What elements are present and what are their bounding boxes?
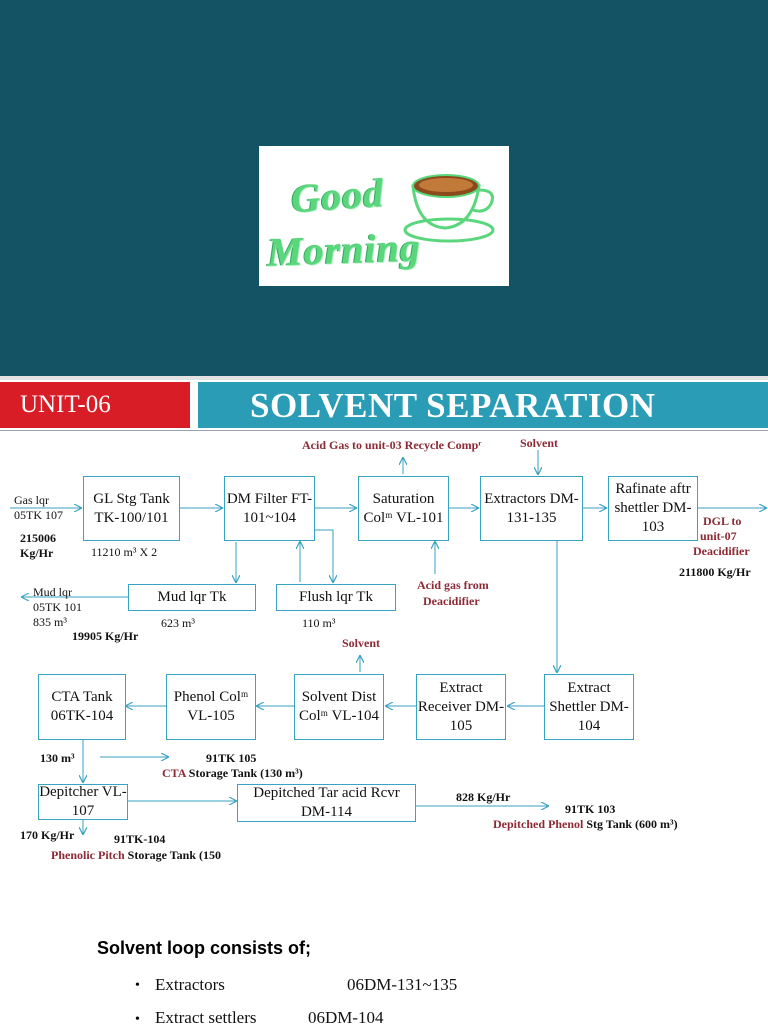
gl-storage-tank-box: GL Stg Tank TK-100/101 <box>83 476 180 541</box>
cta-tank-capacity: 130 m³ <box>40 751 75 765</box>
mud-liquor-label: Mud lqr <box>33 585 72 599</box>
coffee-cup-icon <box>399 168 499 248</box>
mud-liquor-tank-box: Mud lqr Tk <box>128 584 256 611</box>
pitch-storage-label <box>51 848 221 862</box>
mud-tank-capacity: 623 m³ <box>161 616 195 630</box>
depitched-storage-name: Depitched Phenol <box>493 817 584 831</box>
extract-shettler-box: Extract Shettler DM-104 <box>544 674 634 740</box>
depitched-storage-tag: 91TK 103 <box>565 802 616 816</box>
gas-flow-value: 215006 <box>20 531 56 545</box>
gas-liquor-tag: 05TK 107 <box>14 508 63 522</box>
acid-gas-from-label-2: Deacidifier <box>423 594 480 608</box>
dgl-label-line2: unit-07 <box>700 529 737 543</box>
bullet-icon: • <box>135 1012 140 1027</box>
cta-storage-desc: Storage Tank (130 m³) <box>185 766 303 780</box>
dgl-flow: 211800 Kg/Hr <box>679 565 751 579</box>
pitch-storage-tag: 91TK-104 <box>114 832 166 846</box>
saturation-column-box: Saturation Colᵐ VL-101 <box>358 476 449 541</box>
mud-liquor-capacity: 835 m³ <box>33 615 67 629</box>
greeting-word-good: Good <box>289 169 386 222</box>
solvent-out-label: Solvent <box>342 636 381 650</box>
dm-filter-box: DM Filter FT-101~104 <box>224 476 315 541</box>
acid-gas-from-label: Acid gas from <box>417 578 489 592</box>
depitched-storage-desc: Stg Tank (600 m³) <box>583 817 678 831</box>
mud-liquor-tag: 05TK 101 <box>33 600 82 614</box>
cta-storage-label <box>162 766 303 780</box>
summary-item-name: Extractors <box>155 975 225 994</box>
unit-label: UNIT-06 <box>0 382 190 428</box>
depitched-tar-acid-receiver-box: Depitched Tar acid Rcvr DM-114 <box>237 784 416 822</box>
page-title: SOLVENT SEPARATION <box>198 382 768 428</box>
gas-flow-unit: Kg/Hr <box>20 546 54 560</box>
mud-liquor-flow: 19905 Kg/Hr <box>72 629 139 643</box>
bullet-icon: • <box>135 978 140 993</box>
pitch-storage-name: Phenolic Pitch <box>51 848 125 862</box>
gl-tank-capacity: 11210 m³ X 2 <box>91 545 158 559</box>
summary-item-name: Extract settlers <box>155 1008 257 1027</box>
summary-heading: Solvent loop consists of; <box>97 938 312 958</box>
extractors-box: Extractors DM-131-135 <box>480 476 583 541</box>
depitched-storage-label <box>493 817 678 831</box>
summary-item-tag: 06DM-131~135 <box>347 975 458 994</box>
cta-storage-name: CTA <box>162 766 186 780</box>
depitched-flow: 828 Kg/Hr <box>456 790 511 804</box>
cta-tank-box: CTA Tank 06TK-104 <box>38 674 126 740</box>
summary-item-tag: 06DM-104 <box>308 1008 384 1027</box>
dgl-label-line1: DGL to <box>703 514 742 528</box>
gas-liquor-label: Gas lqr <box>14 493 49 507</box>
dgl-label-line3: Deacidifier <box>693 544 750 558</box>
extract-receiver-box: Extract Receiver DM-105 <box>416 674 506 740</box>
flush-liquor-tank-box: Flush lqr Tk <box>276 584 396 611</box>
acid-gas-to-unit03-label: Acid Gas to unit-03 Recycle Compʳ <box>302 438 482 452</box>
solvent-in-label: Solvent <box>520 436 559 450</box>
flush-tank-capacity: 110 m³ <box>302 616 336 630</box>
depitcher-box: Depitcher VL-107 <box>39 784 127 819</box>
greeting-word-morning: Morning <box>266 224 422 275</box>
cta-storage-tag: 91TK 105 <box>206 751 257 765</box>
slide-separator <box>0 376 768 380</box>
solvent-distillation-column-box: Solvent Dist Colᵐ VL-104 <box>294 674 384 740</box>
pitch-flow: 170 Kg/Hr <box>20 828 75 842</box>
phenol-column-box: Phenol Colᵐ VL-105 <box>166 674 256 740</box>
rafinate-shettler-box: Rafinate aftr shettler DM-103 <box>608 476 698 541</box>
pitch-storage-desc: Storage Tank (150 <box>124 848 222 862</box>
good-morning-image <box>259 146 509 286</box>
